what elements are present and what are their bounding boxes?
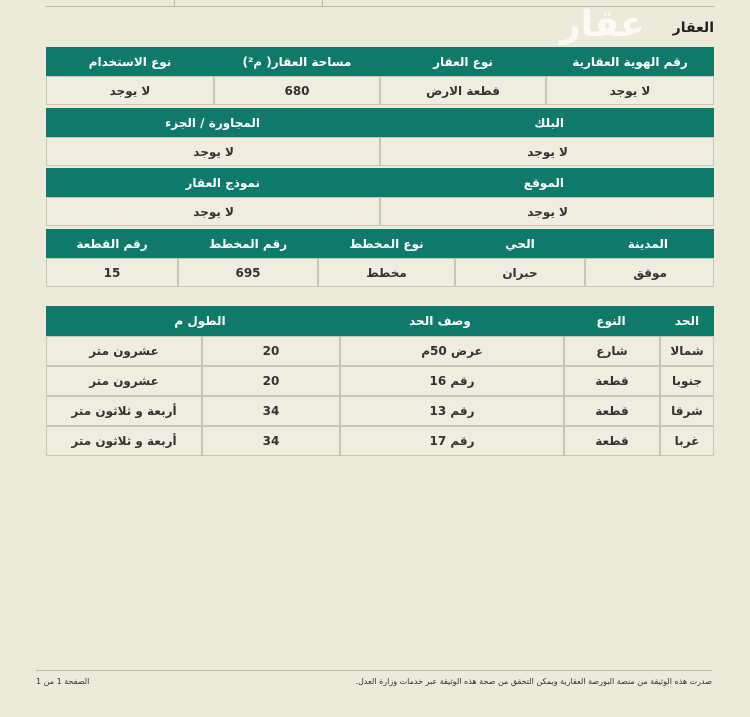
section-title: العقار xyxy=(672,20,714,36)
value-plan-type: مخطط xyxy=(318,258,455,287)
value-property-area: 680 xyxy=(214,76,380,105)
bound-length-text: عشرون متر xyxy=(46,336,202,366)
value-property-model: لا يوجد xyxy=(46,197,380,226)
bound-desc: رقم 17 xyxy=(340,426,564,456)
value-plan-number: 695 xyxy=(178,258,318,287)
header-property-area: مساحة العقار( م²) xyxy=(214,47,380,76)
value-district: حبران xyxy=(455,258,585,287)
bound-length-text: عشرون متر xyxy=(46,366,202,396)
bound-side: شرقا xyxy=(660,396,714,426)
header-bound-length: الطول م xyxy=(150,306,250,336)
prev-table-divider xyxy=(322,0,323,6)
value-parcel-number: 15 xyxy=(46,258,178,287)
bound-desc: عرض 50م xyxy=(340,336,564,366)
header-district: الحي xyxy=(455,229,585,258)
header-property-model: نموذج العقار xyxy=(46,168,380,197)
bound-length: 20 xyxy=(202,336,340,366)
value-location: لا يوجد xyxy=(380,197,714,226)
header-usage-type: نوع الاستخدام xyxy=(46,47,214,76)
bound-side: شمالا xyxy=(660,336,714,366)
bound-length: 20 xyxy=(202,366,340,396)
bound-type: شارع xyxy=(564,336,660,366)
bound-side: غربا xyxy=(660,426,714,456)
value-property-type: قطعة الارض xyxy=(380,76,546,105)
header-block: البلك xyxy=(380,108,714,137)
bound-type: قطعة xyxy=(564,366,660,396)
footer-note: صدرت هذه الوثيقة من منصة البورصة العقارية ويمكن التحقق من صحة هذه الوثيقة عبر خدمات وزارة العدل. xyxy=(355,677,712,686)
header-plan-number: رقم المخطط xyxy=(178,229,318,258)
bound-type: قطعة xyxy=(564,426,660,456)
footer-page-number: الصفحة 1 من 1 xyxy=(36,677,90,686)
header-location: الموقع xyxy=(380,168,714,197)
header-plan-type: نوع المخطط xyxy=(318,229,455,258)
header-bound-side: الحد xyxy=(660,306,714,336)
bound-length-text: أربعة و ثلاثون متر xyxy=(46,396,202,426)
bound-length: 34 xyxy=(202,426,340,456)
value-neighbourhood-part: لا يوجد xyxy=(46,137,380,166)
bound-desc: رقم 16 xyxy=(340,366,564,396)
header-parcel-number: رقم القطعة xyxy=(46,229,178,258)
value-property-id: لا يوجد xyxy=(546,76,714,105)
watermark-logo: عقار xyxy=(560,4,645,45)
header-city: المدينة xyxy=(585,229,714,258)
header-bound-type: النوع xyxy=(586,306,636,336)
footer-divider xyxy=(36,670,712,671)
bound-desc: رقم 13 xyxy=(340,396,564,426)
bound-type: قطعة xyxy=(564,396,660,426)
header-property-type: نوع العقار xyxy=(380,47,546,76)
value-usage-type: لا يوجد xyxy=(46,76,214,105)
bound-length: 34 xyxy=(202,396,340,426)
bound-length-text: أربعة و ثلاثون متر xyxy=(46,426,202,456)
header-bound-desc: وصف الحد xyxy=(390,306,490,336)
header-neighbourhood-part: المجاورة / الجزء xyxy=(46,108,380,137)
header-property-id: رقم الهوية العقارية xyxy=(546,47,714,76)
prev-table-divider xyxy=(174,0,175,6)
value-city: موقق xyxy=(585,258,714,287)
bound-side: جنوبا xyxy=(660,366,714,396)
value-block: لا يوجد xyxy=(380,137,714,166)
